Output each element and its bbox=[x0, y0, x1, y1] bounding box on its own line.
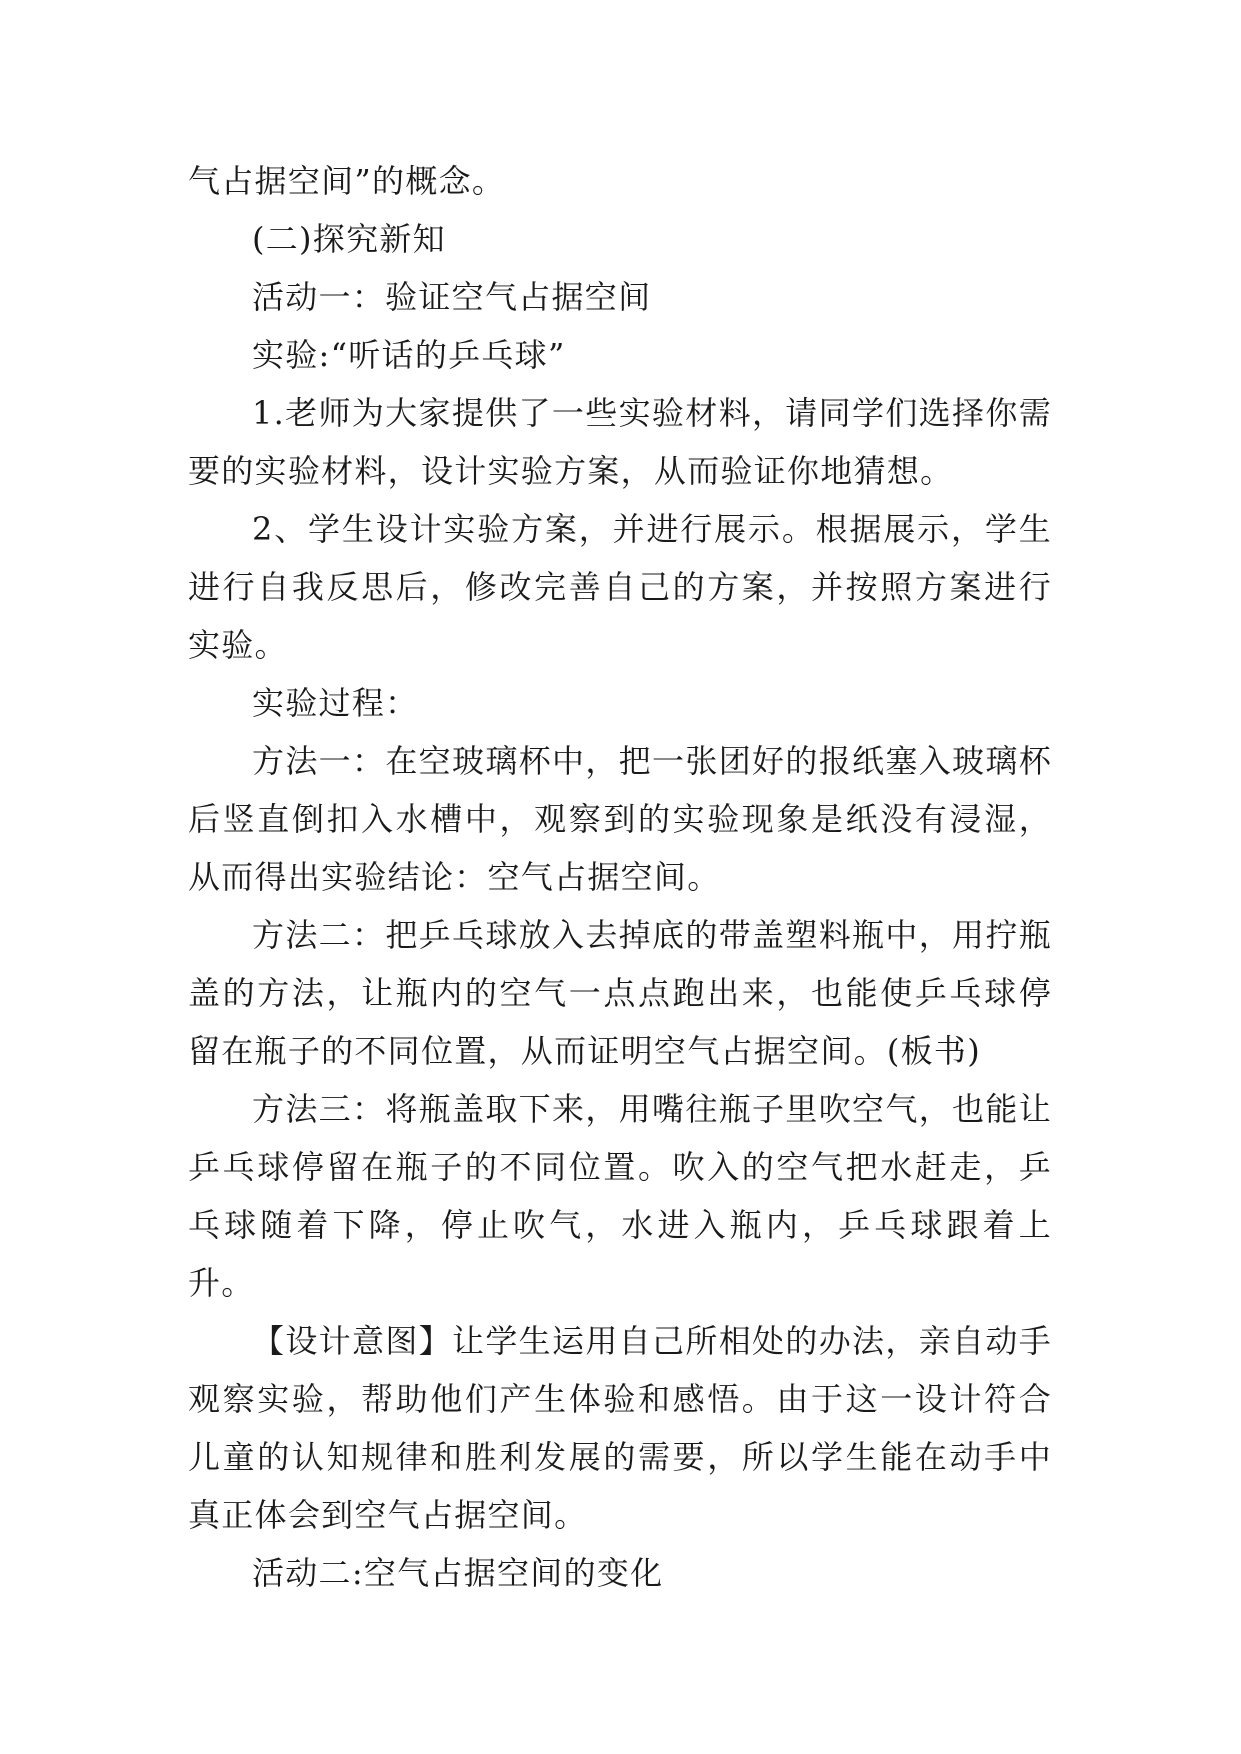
paragraph-continuation: 气占据空间”的概念。 bbox=[188, 162, 506, 200]
experiment-title: 实验:“听话的乒乓球” bbox=[252, 336, 566, 374]
activity-one-heading: 活动一：验证空气占据空间 bbox=[252, 278, 652, 316]
section-heading-explore: (二)探究新知 bbox=[252, 220, 446, 258]
document-body bbox=[188, 152, 1052, 1602]
paragraph-method-2: 方法二：把乒乓球放入去掉底的带盖塑料瓶中，用拧瓶盖的方法，让瓶内的空气一点点跑出来，也能使乒乓球停留在瓶子的不同位置，从而证明空气占据空间。(板书) bbox=[188, 916, 1052, 1070]
experiment-process-heading: 实验过程： bbox=[252, 684, 419, 722]
paragraph-step-1: 1.老师为大家提供了一些实验材料，请同学们选择你需要的实验材料，设计实验方案，从而验证你地猜想。 bbox=[188, 394, 1052, 490]
paragraph-design-intent: 【设计意图】让学生运用自己所相处的办法，亲自动手观察实验，帮助他们产生体验和感悟。由于这一设计符合儿童的认知规律和胜利发展的需要，所以学生能在动手中真正体会到空气占据空间。 bbox=[188, 1322, 1052, 1534]
activity-two-heading: 活动二:空气占据空间的变化 bbox=[252, 1554, 664, 1592]
paragraph-method-1: 方法一：在空玻璃杯中，把一张团好的报纸塞入玻璃杯后竖直倒扣入水槽中，观察到的实验现象是纸没有浸湿，从而得出实验结论：空气占据空间。 bbox=[188, 742, 1052, 896]
paragraph-method-3: 方法三：将瓶盖取下来，用嘴往瓶子里吹空气，也能让乒乓球停留在瓶子的不同位置。吹入的空气把水赶走，乒乓球随着下降，停止吹气，水进入瓶内，乒乓球跟着上升。 bbox=[188, 1090, 1052, 1302]
paragraph-step-2: 2、学生设计实验方案，并进行展示。根据展示，学生进行自我反思后，修改完善自己的方案，并按照方案进行实验。 bbox=[188, 510, 1052, 664]
